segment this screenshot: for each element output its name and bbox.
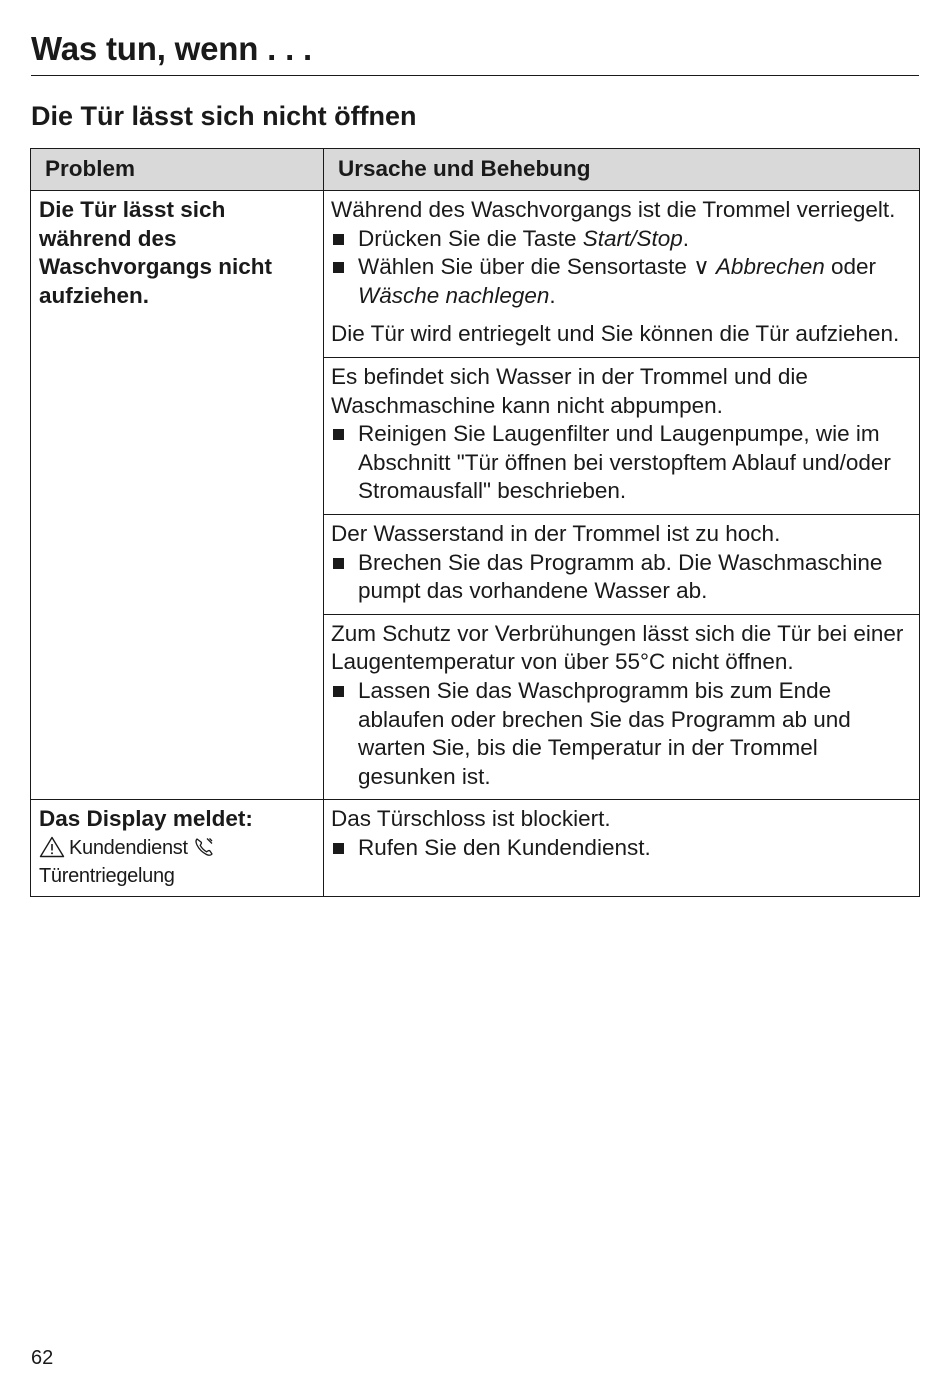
- cause-description: Zum Schutz vor Verbrühungen lässt sich die Tür bei einer Laugentemperatur von über 55°C nicht öffnen.: [331, 620, 904, 675]
- remedy-item: [331, 253, 911, 310]
- troubleshooting-table: [30, 148, 920, 897]
- title-divider: [31, 75, 919, 76]
- bullet-square-icon: [333, 686, 344, 697]
- cause-description: Der Wasserstand in der Trommel ist zu hoch.: [331, 520, 781, 546]
- remedy-item: [331, 677, 911, 791]
- cause-description: Das Türschloss ist blockiert.: [331, 806, 611, 832]
- cause-cell: [324, 357, 920, 514]
- bullet-square-icon: [333, 234, 344, 245]
- bullet-square-icon: [333, 262, 344, 273]
- cause-cell: [324, 800, 920, 897]
- result-text: Die Tür wird entriegelt und Sie können die Tür aufziehen.: [331, 321, 900, 347]
- remedy-text-before: Wählen Sie über die Sensortaste ∨: [358, 254, 716, 280]
- table-header-row: [31, 149, 920, 191]
- table-row: [31, 800, 920, 897]
- display-message-part2: Türentriegelung: [39, 864, 175, 887]
- cause-cell: [324, 191, 920, 358]
- bullet-square-icon: [333, 429, 344, 440]
- cause-description: Während des Waschvorgangs ist die Trommel verriegelt.: [331, 197, 896, 222]
- option-label: Abbrechen: [715, 254, 825, 280]
- problem-text: Die Tür lässt sich während des Waschvorgangs nicht aufziehen.: [39, 197, 272, 308]
- remedy-text-after: .: [549, 282, 556, 308]
- remedy-item: [331, 549, 911, 606]
- cause-cell: [324, 614, 920, 800]
- header-problem: Problem: [31, 149, 324, 191]
- remedy-item: [331, 420, 911, 506]
- remedy-text-after: .: [682, 225, 690, 251]
- header-cause: Ursache und Behebung: [324, 149, 920, 191]
- key-label: Start/Stop: [582, 225, 683, 251]
- bullet-square-icon: [333, 558, 344, 569]
- problem-text: Das Display meldet:: [39, 806, 253, 832]
- remedy-text: Reinigen Sie Laugenfilter und Laugenpumpe, wie im Abschnitt "Tür öffnen bei verstopftem Ablauf und/oder Stromausfall" beschrieben.: [358, 421, 891, 504]
- bullet-square-icon: [333, 843, 344, 854]
- remedy-text: Lassen Sie das Waschprogramm bis zum Ende ablaufen oder brechen Sie das Programm ab und warten Sie, bis die Temperatur in der Trommel gesunken ist.: [358, 677, 851, 789]
- page-number: 62: [31, 1347, 54, 1369]
- section-title: Die Tür lässt sich nicht öffnen: [31, 101, 417, 131]
- table-row: [31, 191, 920, 358]
- cause-cell: [324, 514, 920, 614]
- remedy-text-before: Drücken Sie die Taste: [358, 225, 583, 251]
- display-message-part1: Kundendienst: [69, 836, 188, 859]
- remedy-text: Rufen Sie den Kundendienst.: [358, 834, 651, 860]
- remedy-item: [331, 225, 911, 254]
- option-label: Wäsche nachlegen: [358, 282, 550, 308]
- remedy-item: [331, 834, 911, 863]
- problem-cell: [31, 191, 324, 800]
- phone-service-icon: [193, 836, 217, 858]
- problem-cell: [31, 800, 324, 897]
- page-title: Was tun, wenn . . .: [31, 30, 312, 67]
- cause-description: Es befindet sich Wasser in der Trommel und die Waschmaschine kann nicht abpumpen.: [331, 363, 808, 418]
- remedy-text: Brechen Sie das Programm ab. Die Waschmaschine pumpt das vorhandene Wasser ab.: [358, 549, 883, 604]
- remedy-text-middle: oder: [824, 254, 877, 280]
- display-message: [39, 834, 315, 890]
- warning-triangle-icon: [39, 836, 65, 858]
